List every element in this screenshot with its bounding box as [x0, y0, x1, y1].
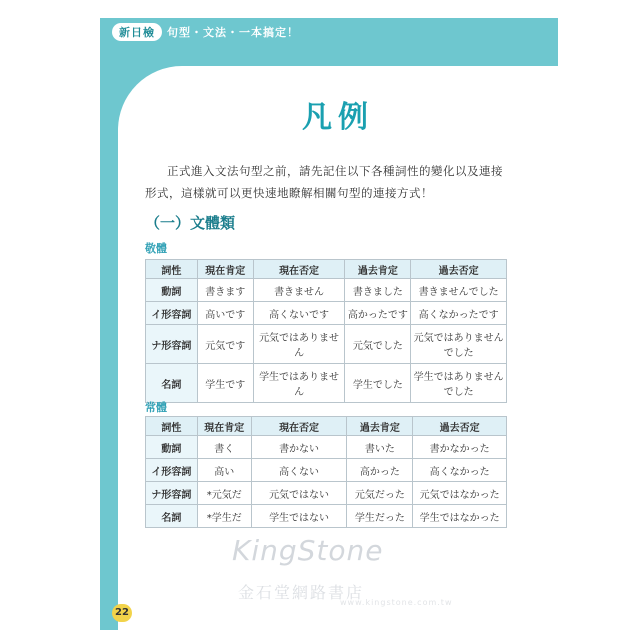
column-header: 現在否定 [253, 260, 345, 279]
polite-form-label: 敬體 [145, 242, 167, 255]
column-header: 現在肯定 [197, 260, 253, 279]
intro-line-1: 正式進入文法句型之前，請先記住以下各種詞性的變化以及連接 [167, 164, 503, 178]
table-header-row [146, 417, 507, 436]
table-cell: *学生だ [197, 505, 251, 528]
table-cell: 高くなかったです [411, 302, 507, 325]
table-cell: 学生だった [347, 505, 413, 528]
table-cell: 書きます [197, 279, 253, 302]
table-cell: 書かない [251, 436, 347, 459]
table-cell: 学生ではありませんでした [411, 364, 507, 403]
table-cell: 書きません [253, 279, 345, 302]
column-header: 現在否定 [251, 417, 347, 436]
table-cell: 学生ではありません [253, 364, 345, 403]
watermark-brand: KingStone [232, 534, 384, 567]
table-row [146, 364, 507, 403]
table-row [146, 436, 507, 459]
page-title: 凡例 [302, 100, 374, 135]
row-label: イ形容詞 [146, 302, 198, 325]
table-cell: 書きました [345, 279, 411, 302]
polite-form-table [145, 259, 507, 403]
header [112, 22, 299, 42]
row-label: 動詞 [146, 436, 198, 459]
column-header: 詞性 [146, 260, 198, 279]
row-label: 名詞 [146, 364, 198, 403]
table-row [146, 505, 507, 528]
table-cell: 元気だった [347, 482, 413, 505]
table-cell: 元気ではありません [253, 325, 345, 364]
row-label: ナ形容詞 [146, 325, 198, 364]
watermark-store: 金石堂網路書店 [238, 583, 365, 602]
table-cell: 学生でした [345, 364, 411, 403]
table-cell: 書く [197, 436, 251, 459]
table-row [146, 459, 507, 482]
column-header: 現在肯定 [197, 417, 251, 436]
table-cell: 高かったです [345, 302, 411, 325]
page-number: 22 [112, 604, 132, 622]
intro-line-2: 形式，這樣就可以更快速地瞭解相關句型的連接方式！ [145, 186, 433, 200]
table-cell: 高くない [251, 459, 347, 482]
watermark-url: www.kingstone.com.tw [340, 598, 453, 607]
column-header: 過去否定 [411, 260, 507, 279]
table-row [146, 325, 507, 364]
plain-form-label: 常體 [145, 401, 167, 414]
row-label: 動詞 [146, 279, 198, 302]
row-label: ナ形容詞 [146, 482, 198, 505]
plain-form-table [145, 416, 507, 528]
table-cell: 高い [197, 459, 251, 482]
table-cell: 書きませんでした [411, 279, 507, 302]
column-header: 詞性 [146, 417, 198, 436]
table-row [146, 482, 507, 505]
series-badge: 新日檢 [112, 23, 162, 41]
section-heading: （一）文體類 [145, 214, 236, 232]
row-label: イ形容詞 [146, 459, 198, 482]
table-cell: 高かった [347, 459, 413, 482]
table-cell: 高くないです [253, 302, 345, 325]
table-cell: 元気でした [345, 325, 411, 364]
table-cell: 書かなかった [413, 436, 507, 459]
column-header: 過去肯定 [345, 260, 411, 279]
row-label: 名詞 [146, 505, 198, 528]
table-cell: 学生です [197, 364, 253, 403]
table-row [146, 302, 507, 325]
table-header-row [146, 260, 507, 279]
table-cell: 元気ではなかった [413, 482, 507, 505]
table-row [146, 279, 507, 302]
table-cell: 高いです [197, 302, 253, 325]
table-cell: 学生ではない [251, 505, 347, 528]
table-cell: 高くなかった [413, 459, 507, 482]
column-header: 過去否定 [413, 417, 507, 436]
column-header: 過去肯定 [347, 417, 413, 436]
table-cell: 元気ではありませんでした [411, 325, 507, 364]
table-cell: 元気ではない [251, 482, 347, 505]
series-title: 句型・文法・一本搞定！ [167, 26, 299, 39]
intro-paragraph [145, 160, 545, 204]
table-cell: *元気だ [197, 482, 251, 505]
table-cell: 書いた [347, 436, 413, 459]
table-cell: 元気です [197, 325, 253, 364]
table-cell: 学生ではなかった [413, 505, 507, 528]
